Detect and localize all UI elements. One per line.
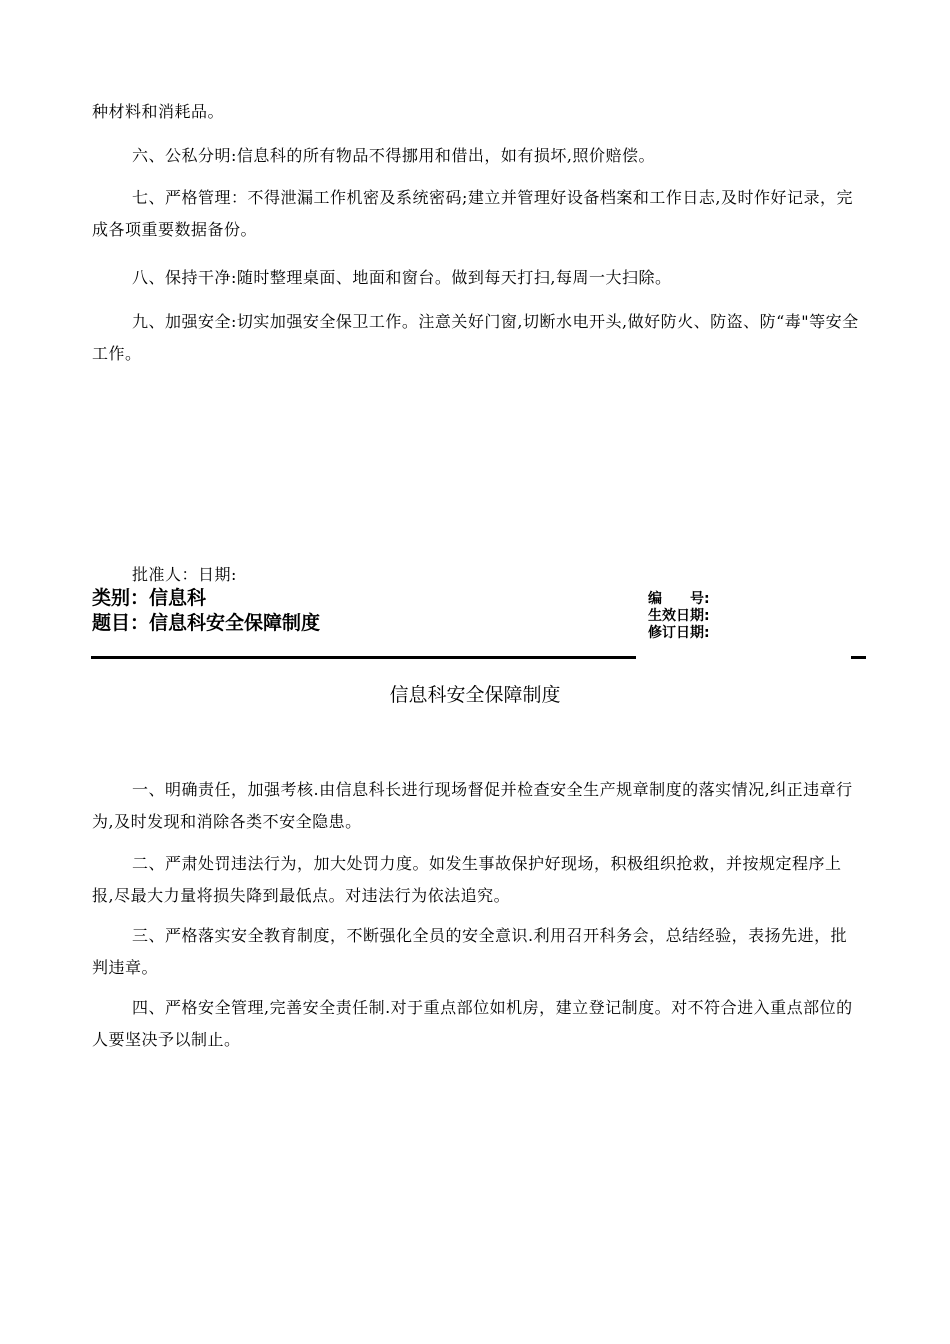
rule-item-6: 六、公私分明:信息科的所有物品不得挪用和借出，如有损坏,照价赔偿。 bbox=[132, 146, 655, 165]
rule-item-2: 二、严肃处罚违法行为，加大处罚力度。如发生事故保护好现场，积极组织抢救，并按规定程序上报,尽最大力量将损失降到最低点。对违法行为依法追究。 bbox=[92, 854, 842, 905]
category-label: 类别：信息科 bbox=[92, 587, 207, 609]
revision-date-label: 修订日期: bbox=[648, 625, 710, 641]
header-divider-end bbox=[851, 656, 866, 659]
document-title: 信息科安全保障制度 bbox=[389, 684, 561, 706]
rule-item-7: 七、严格管理：不得泄漏工作机密及系统密码;建立并管理好设备档案和工作日志,及时作好记录，完成各项重要数据备份。 bbox=[92, 188, 853, 239]
doc-header-right bbox=[648, 591, 710, 642]
rule-item-3: 三、严格落实安全教育制度，不断强化全员的安全意识.利用召开科务会，总结经验，表扬先进，批判违章。 bbox=[92, 926, 848, 977]
rule-item-1: 一、明确责任，加强考核.由信息科长进行现场督促并检查安全生产规章制度的落实情况,纠正违章行为,及时发现和消除各类不安全隐患。 bbox=[92, 780, 853, 831]
doc-header-left bbox=[92, 586, 320, 636]
subject-label: 题目：信息科安全保障制度 bbox=[92, 612, 321, 634]
approval-line: 批准人：日期: bbox=[132, 565, 237, 584]
continuation-line: 种材料和消耗品。 bbox=[92, 102, 225, 121]
number-label: 编 号: bbox=[648, 591, 710, 607]
header-divider bbox=[91, 656, 636, 659]
rule-item-9: 九、加强安全:切实加强安全保卫工作。注意关好门窗,切断水电开头,做好防火、防盗、防“毒"等安全工作。 bbox=[92, 312, 859, 363]
rule-item-8: 八、保持干净:随时整理桌面、地面和窗台。做到每天打扫,每周一大扫除。 bbox=[132, 268, 672, 287]
effective-date-label: 生效日期: bbox=[648, 608, 710, 624]
rule-item-4: 四、严格安全管理,完善安全责任制.对于重点部位如机房，建立登记制度。对不符合进入重点部位的人要坚决予以制止。 bbox=[92, 998, 853, 1049]
